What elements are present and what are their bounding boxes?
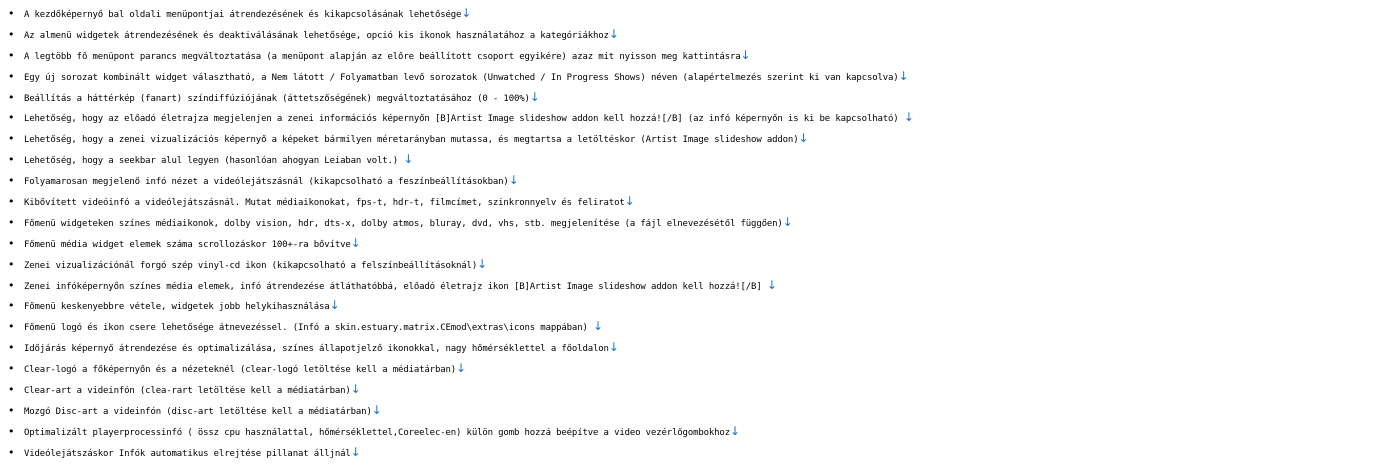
list-item bbox=[8, 254, 1389, 275]
list-item-text: Folyamarosan megjelenő infó nézet a videólejátszásnál (kikapcsolható a feszínbeállításokban) bbox=[24, 177, 509, 188]
list-item bbox=[8, 66, 1389, 87]
list-item-text: Clear-logó a főképernyőn és a nézeteknél (clear-logó letöltése kell a médiatárban) bbox=[24, 365, 457, 376]
down-arrow-icon: ↓ bbox=[477, 256, 487, 271]
list-item bbox=[8, 191, 1389, 212]
down-arrow-icon: ↓ bbox=[350, 382, 361, 397]
bullet-icon: • bbox=[8, 27, 15, 41]
bullet-icon: • bbox=[8, 195, 15, 209]
down-arrow-icon: ↓ bbox=[329, 298, 340, 313]
list-item-text: Mozgó Disc-art a videinfón (disc-art letöltése kell a médiatárban) bbox=[24, 406, 372, 417]
list-item-text: Zenei infóképernyőn színes média elemek, infó átrendezése átláthatóbbá, előadó életrajz ikon [B]Artist Image slideshow addon kell hozzá![/B] bbox=[24, 281, 762, 292]
down-arrow-icon: ↓ bbox=[782, 214, 793, 229]
down-arrow-icon: ↓ bbox=[508, 173, 519, 188]
bullet-icon: • bbox=[8, 111, 15, 125]
down-arrow-icon: ↓ bbox=[593, 319, 603, 334]
list-item bbox=[8, 316, 1389, 337]
list-item bbox=[8, 337, 1389, 358]
list-item-text: Főmenü média widget elemek száma scrollozáskor 100+-ra bővítve bbox=[24, 239, 351, 250]
bullet-icon: • bbox=[8, 90, 15, 104]
down-arrow-icon: ↓ bbox=[903, 110, 914, 125]
list-item-text: Főmenü logó és ikon csere lehetősége átnevezéssel. (Infó a skin.estuary.matrix.CEmod\extras\icons mappában) bbox=[24, 323, 588, 334]
list-item-text: A kezdőképernyő bal oldali menüpontjai átrendezésének és kikapcsolásának lehetősége bbox=[24, 10, 462, 20]
list-item bbox=[8, 421, 1389, 442]
bullet-icon: • bbox=[8, 174, 15, 188]
down-arrow-icon: ↓ bbox=[898, 68, 909, 83]
list-item-text: Főmenü widgeteken színes médiaikonok, dolby vision, hdr, dts-x, dolby atmos, bluray, dvd, vhs, stb. megjelenítése (a fájl elnevezésétől függően) bbox=[24, 218, 783, 229]
list-item bbox=[8, 128, 1389, 149]
list-item bbox=[8, 107, 1389, 128]
list-item-text: Clear-art a videinfón (clea-rart letöltése kell a médiatárban) bbox=[24, 386, 351, 397]
list-item bbox=[8, 442, 1389, 463]
list-item bbox=[8, 45, 1389, 66]
list-item-text: Lehetőség, hogy az előadó életrajza megjelenjen a zenei információs képernyőn [B]Artist Image slideshow addon kell hozzá![/B] (az infó képernyőn is ki be kapcsolható) bbox=[24, 114, 899, 125]
list-item-text: Zenei vizualizációnál forgó szép vinyl-cd ikon (kikapcsolható a felszínbeállításoknál) bbox=[24, 260, 478, 271]
list-item bbox=[8, 295, 1389, 316]
bullet-icon: • bbox=[8, 48, 15, 62]
list-item-text: Lehetőség, hogy a seekbar alul legyen (hasonlóan ahogyan Leiaban volt.) bbox=[24, 156, 399, 167]
bullet-icon: • bbox=[8, 445, 15, 459]
list-item-text: A legtöbb fő menüpont parancs megváltoztatása (a menüpont alapján az előre beállított csoport egyikére) azaz mit nyisson meg kattintásra bbox=[24, 51, 741, 62]
bullet-icon: • bbox=[8, 424, 15, 438]
list-item-text: Kibővített videóinfó a videólejátszásnál. Mutat médiaikonokat, fps-t, hdr-t, filmcímet, szinkronnyelv és feliratot bbox=[24, 198, 625, 209]
list-item-text: Az almenü widgetek átrendezésének és deaktiválásának lehetősége, opció kis ikonok használatához a kategóriákhoz bbox=[24, 30, 609, 41]
down-arrow-icon: ↓ bbox=[461, 6, 472, 20]
down-arrow-icon: ↓ bbox=[350, 235, 361, 250]
list-item-text: Optimalizált playerprocessinfó ( össz cpu használattal, hőmérséklettel,Coreelec-en) külön gomb hozzá beépítve a video vezérlőgombokhoz bbox=[24, 427, 730, 438]
bullet-icon: • bbox=[8, 403, 15, 417]
bullet-icon: • bbox=[8, 215, 15, 229]
bullet-icon: • bbox=[8, 69, 15, 83]
bullet-icon: • bbox=[8, 236, 15, 250]
bullet-icon: • bbox=[8, 278, 15, 292]
list-item bbox=[8, 3, 1389, 24]
down-arrow-icon: ↓ bbox=[624, 194, 635, 209]
down-arrow-icon: ↓ bbox=[403, 152, 414, 167]
list-item bbox=[8, 87, 1389, 108]
down-arrow-icon: ↓ bbox=[608, 26, 619, 41]
bullet-icon: • bbox=[8, 153, 15, 167]
down-arrow-icon: ↓ bbox=[798, 131, 809, 146]
bullet-icon: • bbox=[8, 299, 15, 313]
down-arrow-icon: ↓ bbox=[608, 340, 619, 355]
down-arrow-icon: ↓ bbox=[371, 402, 382, 417]
list-item bbox=[8, 379, 1389, 400]
list-item bbox=[8, 233, 1389, 254]
bullet-icon: • bbox=[8, 320, 15, 334]
bullet-icon: • bbox=[8, 7, 15, 20]
list-item bbox=[8, 212, 1389, 233]
down-arrow-icon: ↓ bbox=[350, 444, 361, 459]
bullet-icon: • bbox=[8, 132, 15, 146]
list-item bbox=[8, 358, 1389, 379]
list-item-text: Egy új sorozat kombinált widget választható, a Nem látott / Folyamatban levő sorozatok (Unwatched / In Progress Shows) néven (alapértelmezés szerint ki van kapcsolva) bbox=[24, 72, 899, 83]
bullet-icon: • bbox=[8, 383, 15, 397]
bullet-icon: • bbox=[8, 257, 15, 271]
bullet-icon: • bbox=[8, 362, 15, 376]
down-arrow-icon: ↓ bbox=[529, 89, 540, 104]
list-item-text: Főmenü keskenyebbre vétele, widgetek jobb helykihasználása bbox=[24, 302, 330, 313]
bullet-icon: • bbox=[8, 341, 15, 355]
list-item bbox=[8, 24, 1389, 45]
list-item bbox=[8, 400, 1389, 421]
down-arrow-icon: ↓ bbox=[729, 423, 740, 438]
down-arrow-icon: ↓ bbox=[766, 277, 777, 292]
list-item-text: Beállítás a háttérkép (fanart) színdiffúziójának (áttetszőségének) megváltoztatásához (0 - 100%) bbox=[24, 93, 530, 104]
list-item bbox=[8, 275, 1389, 296]
list-item bbox=[8, 170, 1389, 191]
list-item bbox=[8, 149, 1389, 170]
list-item-text: Időjárás képernyő átrendezése és optimalizálása, színes állapotjelző ikonokkal, nagy hőmérséklettel a főoldalon bbox=[24, 344, 609, 355]
down-arrow-icon: ↓ bbox=[456, 361, 466, 376]
list-item-text: Lehetőség, hogy a zenei vizualizációs képernyő a képeket bármilyen méretarányban mutassa, és megtartsa a letöltéskor (Artist Image slideshow addon) bbox=[24, 135, 799, 146]
list-item-text: Videólejátszáskor Infók automatikus elrejtése pillanat álljnál bbox=[24, 448, 351, 459]
down-arrow-icon: ↓ bbox=[740, 47, 751, 62]
